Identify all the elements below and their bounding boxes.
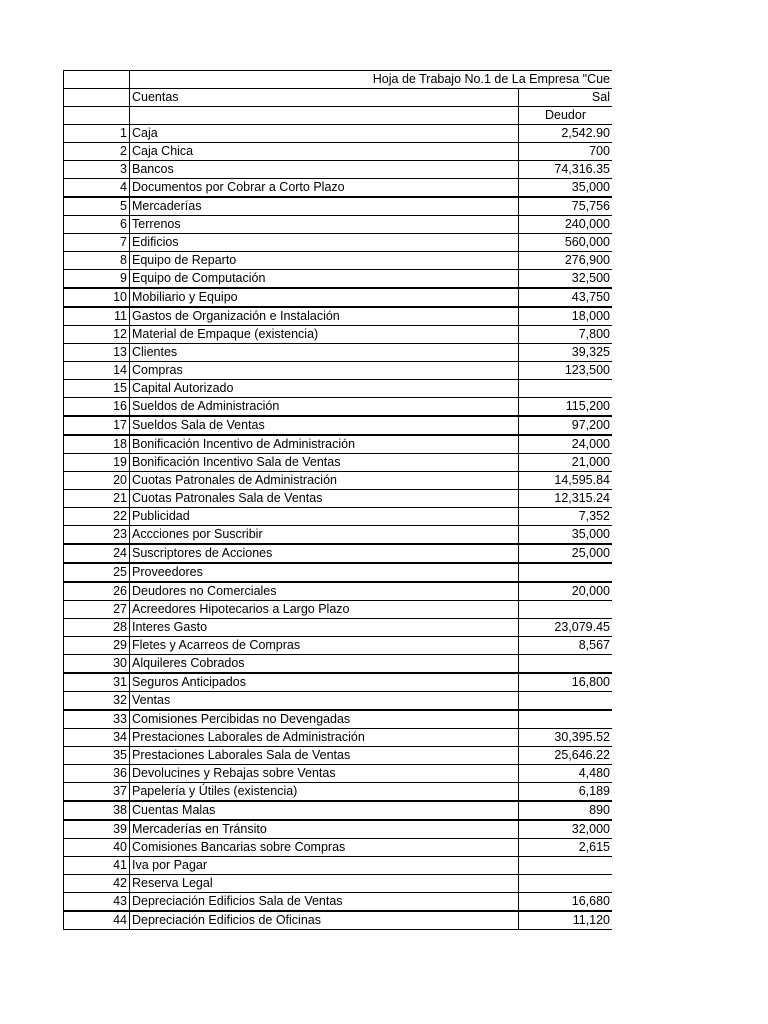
- table-row: [64, 252, 613, 270]
- account-name-cell[interactable]: Bonificación Incentivo de Administración: [130, 435, 519, 454]
- table-row: [64, 729, 613, 747]
- row-number-cell[interactable]: 19: [64, 454, 130, 472]
- row-number-cell[interactable]: 7: [64, 234, 130, 252]
- account-name-cell[interactable]: Bancos: [130, 161, 519, 179]
- debit-cell[interactable]: 21,000: [519, 454, 613, 472]
- row-number-cell[interactable]: 41: [64, 857, 130, 875]
- row-number-cell[interactable]: 16: [64, 398, 130, 417]
- debit-cell[interactable]: 7,352: [519, 508, 613, 526]
- header-blank-cell[interactable]: [64, 89, 130, 107]
- debit-cell[interactable]: 25,646.22: [519, 747, 613, 765]
- table-row: [64, 234, 613, 252]
- account-name-cell[interactable]: Suscriptores de Acciones: [130, 544, 519, 563]
- debit-cell[interactable]: [519, 857, 613, 875]
- row-number-cell[interactable]: 10: [64, 288, 130, 307]
- row-number-cell[interactable]: 20: [64, 472, 130, 490]
- debit-cell[interactable]: 240,000: [519, 216, 613, 234]
- debit-cell[interactable]: 35,000: [519, 526, 613, 545]
- row-number-cell[interactable]: 43: [64, 893, 130, 912]
- debit-cell[interactable]: 8,567: [519, 637, 613, 655]
- account-name-cell[interactable]: Bonificación Incentivo Sala de Ventas: [130, 454, 519, 472]
- debit-cell[interactable]: 74,316.35: [519, 161, 613, 179]
- account-name-cell[interactable]: Deudores no Comerciales: [130, 582, 519, 601]
- debit-cell[interactable]: 23,079.45: [519, 619, 613, 637]
- row-number-cell[interactable]: 44: [64, 911, 130, 930]
- table-row: [64, 125, 613, 143]
- table-row: [64, 619, 613, 637]
- table-row: [64, 710, 613, 729]
- row-number-cell[interactable]: 31: [64, 673, 130, 692]
- table-row: [64, 197, 613, 216]
- account-name-cell[interactable]: Caja Chica: [130, 143, 519, 161]
- table-row: [64, 911, 613, 930]
- row-number-cell[interactable]: 23: [64, 526, 130, 545]
- debit-cell[interactable]: 12,315.24: [519, 490, 613, 508]
- row-number-cell[interactable]: 40: [64, 839, 130, 857]
- account-name-cell[interactable]: Cuotas Patronales Sala de Ventas: [130, 490, 519, 508]
- row-number-cell[interactable]: 42: [64, 875, 130, 893]
- row-number-cell[interactable]: 12: [64, 326, 130, 344]
- debit-cell[interactable]: [519, 692, 613, 711]
- debit-cell[interactable]: 32,000: [519, 820, 613, 839]
- row-number-cell[interactable]: 27: [64, 601, 130, 619]
- title-row: [64, 71, 613, 89]
- row-number-cell[interactable]: 9: [64, 270, 130, 289]
- row-number-cell[interactable]: 25: [64, 563, 130, 582]
- account-name-cell[interactable]: Cuotas Patronales de Administración: [130, 472, 519, 490]
- debit-cell[interactable]: 7,800: [519, 326, 613, 344]
- row-number-cell[interactable]: 22: [64, 508, 130, 526]
- row-number-cell[interactable]: 26: [64, 582, 130, 601]
- debit-cell[interactable]: 97,200: [519, 416, 613, 435]
- row-number-cell[interactable]: 18: [64, 435, 130, 454]
- table-row: [64, 801, 613, 820]
- account-name-cell[interactable]: Interes Gasto: [130, 619, 519, 637]
- table-row: [64, 216, 613, 234]
- table-row: [64, 747, 613, 765]
- table-row: [64, 839, 613, 857]
- account-name-cell[interactable]: Caja: [130, 125, 519, 143]
- account-name-cell[interactable]: Compras: [130, 362, 519, 380]
- row-number-cell[interactable]: 8: [64, 252, 130, 270]
- account-name-cell[interactable]: Equipo de Reparto: [130, 252, 519, 270]
- debit-cell[interactable]: [519, 380, 613, 398]
- debit-cell[interactable]: 16,680: [519, 893, 613, 912]
- table-row: [64, 637, 613, 655]
- debit-cell[interactable]: 25,000: [519, 544, 613, 563]
- debit-cell[interactable]: 75,756: [519, 197, 613, 216]
- row-number-cell[interactable]: 17: [64, 416, 130, 435]
- account-name-cell[interactable]: Seguros Anticipados: [130, 673, 519, 692]
- account-name-cell[interactable]: Ventas: [130, 692, 519, 711]
- table-row: [64, 526, 613, 545]
- debit-cell[interactable]: [519, 601, 613, 619]
- row-number-cell[interactable]: 34: [64, 729, 130, 747]
- row-number-cell[interactable]: 13: [64, 344, 130, 362]
- table-row: [64, 820, 613, 839]
- debit-cell[interactable]: 115,200: [519, 398, 613, 417]
- debit-cell[interactable]: 35,000: [519, 179, 613, 198]
- account-name-cell[interactable]: Sueldos Sala de Ventas: [130, 416, 519, 435]
- debit-cell[interactable]: 276,900: [519, 252, 613, 270]
- table-row: [64, 362, 613, 380]
- debit-cell[interactable]: 2,542.90: [519, 125, 613, 143]
- account-name-cell[interactable]: Reserva Legal: [130, 875, 519, 893]
- table-row: [64, 857, 613, 875]
- debit-cell[interactable]: 700: [519, 143, 613, 161]
- debit-cell[interactable]: [519, 875, 613, 893]
- account-name-cell[interactable]: Prestaciones Laborales Sala de Ventas: [130, 747, 519, 765]
- table-row: [64, 490, 613, 508]
- row-number-cell[interactable]: 21: [64, 490, 130, 508]
- account-name-cell[interactable]: Alquileres Cobrados: [130, 655, 519, 674]
- table-row: [64, 765, 613, 783]
- account-name-cell[interactable]: Accciones por Suscribir: [130, 526, 519, 545]
- table-row: [64, 288, 613, 307]
- debit-cell[interactable]: [519, 563, 613, 582]
- header-blank-cell[interactable]: [130, 107, 519, 125]
- account-name-cell[interactable]: Clientes: [130, 344, 519, 362]
- account-name-cell[interactable]: Iva por Pagar: [130, 857, 519, 875]
- header-cuentas[interactable]: Cuentas: [130, 89, 519, 107]
- debit-cell[interactable]: 43,750: [519, 288, 613, 307]
- debit-cell[interactable]: 6,189: [519, 783, 613, 802]
- account-name-cell[interactable]: Depreciación Edificios Sala de Ventas: [130, 893, 519, 912]
- debit-cell[interactable]: 18,000: [519, 307, 613, 326]
- debit-cell[interactable]: 24,000: [519, 435, 613, 454]
- table-row: [64, 307, 613, 326]
- row-number-cell[interactable]: 30: [64, 655, 130, 674]
- header-deudor[interactable]: Deudor: [519, 107, 613, 125]
- row-number-cell[interactable]: 36: [64, 765, 130, 783]
- row-number-cell[interactable]: 5: [64, 197, 130, 216]
- account-name-cell[interactable]: Depreciación Edificios de Oficinas: [130, 911, 519, 930]
- account-name-cell[interactable]: Gastos de Organización e Instalación: [130, 307, 519, 326]
- debit-cell[interactable]: 2,615: [519, 839, 613, 857]
- account-name-cell[interactable]: Proveedores: [130, 563, 519, 582]
- table-row: [64, 563, 613, 582]
- account-name-cell[interactable]: Fletes y Acarreos de Compras: [130, 637, 519, 655]
- account-name-cell[interactable]: Publicidad: [130, 508, 519, 526]
- row-number-cell[interactable]: 39: [64, 820, 130, 839]
- account-name-cell[interactable]: Prestaciones Laborales de Administración: [130, 729, 519, 747]
- header-row-1: [64, 89, 613, 107]
- account-name-cell[interactable]: Terrenos: [130, 216, 519, 234]
- row-number-cell[interactable]: 24: [64, 544, 130, 563]
- row-number-cell[interactable]: 4: [64, 179, 130, 198]
- account-name-cell[interactable]: Mercaderías: [130, 197, 519, 216]
- table-row: [64, 326, 613, 344]
- row-number-cell[interactable]: 3: [64, 161, 130, 179]
- account-name-cell[interactable]: Comisiones Bancarias sobre Compras: [130, 839, 519, 857]
- table-row: [64, 875, 613, 893]
- table-row: [64, 380, 613, 398]
- row-number-cell[interactable]: 32: [64, 692, 130, 711]
- table-row: [64, 161, 613, 179]
- worksheet-viewport: [63, 70, 612, 955]
- table-row: [64, 508, 613, 526]
- row-number-cell[interactable]: 37: [64, 783, 130, 802]
- account-name-cell[interactable]: Acreedores Hipotecarios a Largo Plazo: [130, 601, 519, 619]
- row-number-cell[interactable]: 35: [64, 747, 130, 765]
- debit-cell[interactable]: 14,595.84: [519, 472, 613, 490]
- table-row: [64, 544, 613, 563]
- table-row: [64, 692, 613, 711]
- table-row: [64, 398, 613, 417]
- header-saldo[interactable]: Sal: [519, 89, 613, 107]
- account-name-cell[interactable]: Comisiones Percibidas no Devengadas: [130, 710, 519, 729]
- account-name-cell[interactable]: Edificios: [130, 234, 519, 252]
- table-row: [64, 435, 613, 454]
- account-name-cell[interactable]: Cuentas Malas: [130, 801, 519, 820]
- table-row: [64, 582, 613, 601]
- row-number-cell[interactable]: 1: [64, 125, 130, 143]
- table-row: [64, 143, 613, 161]
- row-number-cell[interactable]: 15: [64, 380, 130, 398]
- table-row: [64, 893, 613, 912]
- row-number-cell[interactable]: 29: [64, 637, 130, 655]
- debit-cell[interactable]: [519, 710, 613, 729]
- table-row: [64, 655, 613, 674]
- debit-cell[interactable]: 123,500: [519, 362, 613, 380]
- row-number-cell[interactable]: 2: [64, 143, 130, 161]
- debit-cell[interactable]: 30,395.52: [519, 729, 613, 747]
- worksheet-body: [64, 71, 613, 930]
- table-row: [64, 783, 613, 802]
- header-row-2: [64, 107, 613, 125]
- account-name-cell[interactable]: Mercaderías en Tránsito: [130, 820, 519, 839]
- corner-cell[interactable]: [64, 71, 130, 89]
- account-name-cell[interactable]: Documentos por Cobrar a Corto Plazo: [130, 179, 519, 198]
- account-name-cell[interactable]: Devolucines y Rebajas sobre Ventas: [130, 765, 519, 783]
- row-number-cell[interactable]: 11: [64, 307, 130, 326]
- debit-cell[interactable]: 4,480: [519, 765, 613, 783]
- debit-cell[interactable]: [519, 655, 613, 674]
- header-blank-cell[interactable]: [64, 107, 130, 125]
- sheet-title: Hoja de Trabajo No.1 de La Empresa "Cue: [372, 72, 610, 86]
- debit-cell[interactable]: 32,500: [519, 270, 613, 289]
- row-number-cell[interactable]: 14: [64, 362, 130, 380]
- table-row: [64, 270, 613, 289]
- debit-cell[interactable]: 16,800: [519, 673, 613, 692]
- account-name-cell[interactable]: Equipo de Computación: [130, 270, 519, 289]
- row-number-cell[interactable]: 6: [64, 216, 130, 234]
- table-row: [64, 601, 613, 619]
- sheet-title-cell[interactable]: [130, 71, 613, 89]
- table-row: [64, 344, 613, 362]
- account-name-cell[interactable]: Material de Empaque (existencia): [130, 326, 519, 344]
- table-row: [64, 416, 613, 435]
- worksheet-table: [63, 70, 612, 930]
- account-name-cell[interactable]: Sueldos de Administración: [130, 398, 519, 417]
- debit-cell[interactable]: 560,000: [519, 234, 613, 252]
- row-number-cell[interactable]: 38: [64, 801, 130, 820]
- table-row: [64, 673, 613, 692]
- account-name-cell[interactable]: Mobiliario y Equipo: [130, 288, 519, 307]
- account-name-cell[interactable]: Papelería y Útiles (existencia): [130, 783, 519, 802]
- debit-cell[interactable]: 890: [519, 801, 613, 820]
- debit-cell[interactable]: 39,325: [519, 344, 613, 362]
- row-number-cell[interactable]: 33: [64, 710, 130, 729]
- table-row: [64, 454, 613, 472]
- table-row: [64, 472, 613, 490]
- account-name-cell[interactable]: Capital Autorizado: [130, 380, 519, 398]
- table-row: [64, 179, 613, 198]
- debit-cell[interactable]: 11,120: [519, 911, 613, 930]
- row-number-cell[interactable]: 28: [64, 619, 130, 637]
- debit-cell[interactable]: 20,000: [519, 582, 613, 601]
